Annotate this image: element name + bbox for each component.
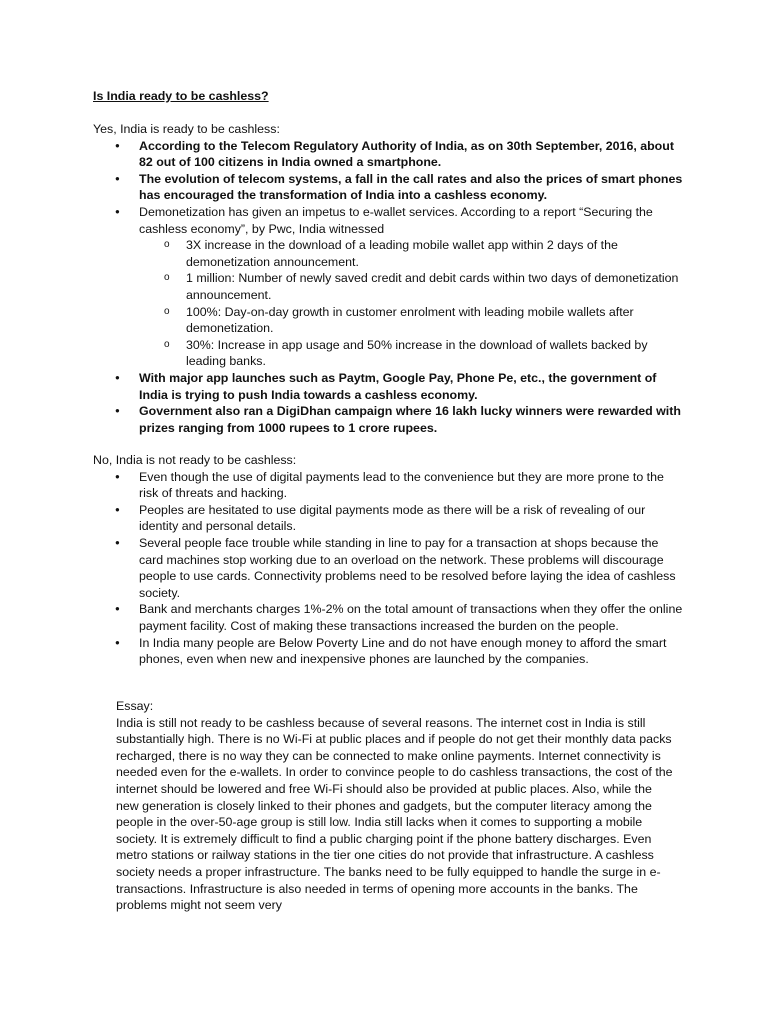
- yes-item-3: [93, 204, 683, 370]
- no-list: [93, 469, 683, 668]
- yes-subitem-2: o 1 million: Number of newly saved credit and debit cards within two days of demonetization announcement.: [139, 270, 683, 303]
- yes-list: [93, 138, 683, 437]
- no-heading: No, India is not ready to be cashless:: [93, 453, 297, 467]
- yes-subitem-1: o 3X increase in the download of a leading mobile wallet app within 2 days of the demonetization announcement.: [139, 237, 683, 270]
- no-item-4: ● Bank and merchants charges 1%-2% on the total amount of transactions when they offer the online payment facility. Cost of making these transactions increased the burden on the people.: [93, 601, 683, 634]
- yes-subitem-4: o 30%: Increase in app usage and 50% increase in the download of wallets backed by leading banks.: [139, 337, 683, 370]
- yes-sublist: [139, 237, 683, 370]
- no-item-1: ● Even though the use of digital payments lead to the convenience but they are more prone to the risk of threats and hacking.: [93, 469, 683, 502]
- essay-label: Essay:: [116, 699, 154, 713]
- yes-item-4: ● With major app launches such as Paytm, Google Pay, Phone Pe, etc., the government of India is trying to push India towards a cashless economy.: [93, 370, 683, 403]
- yes-item-2: ● The evolution of telecom systems, a fall in the call rates and also the prices of smart phones has encouraged the transformation of India into a cashless economy.: [93, 171, 683, 204]
- yes-heading: Yes, India is ready to be cashless:: [93, 122, 280, 136]
- essay-body: India is still not ready to be cashless because of several reasons. The internet cost in India is still substantially high. There is no Wi-Fi at public places and if people do not get their monthly data packs recharged, there is no way they can be connected to make online payments. Internet connectivity is needed even for the e-wallets. In order to convince people to do cashless transactions, the cost of the internet should be lowered and free Wi-Fi should also be provided at public places. Also, while the new generation is closely linked to their phones and gadgets, but the computer literacy among the people in the over-50-age group is still low. India still lacks when it comes to supporting a mobile society. It is extremely difficult to find a public charging point if the phone battery discharges. Even metro stations or railway stations in the tier one cities do not provide that infrastructure. A cashless society needs a proper infrastructure. The banks need to be fully equipped to handle the surge in e-transactions. Infrastructure is also needed in terms of opening more accounts in the banks. The problems might not seem very: [116, 715, 673, 913]
- no-item-2: ● Peoples are hesitated to use digital payments mode as there will be a risk of revealing of our identity and personal details.: [93, 502, 683, 535]
- essay-section: [116, 698, 676, 914]
- yes-subitem-3: o 100%: Day-on-day growth in customer enrolment with leading mobile wallets after demonetization.: [139, 304, 683, 337]
- yes-item-5: ● Government also ran a DigiDhan campaign where 16 lakh lucky winners were rewarded with prizes ranging from 1000 rupees to 1 crore rupees.: [93, 403, 683, 436]
- yes-item-3-text: Demonetization has given an impetus to e-wallet services. According to a report “Securing the cashless economy”, by Pwc, India witnessed: [139, 204, 653, 236]
- page-title: Is India ready to be cashless?: [93, 89, 269, 103]
- no-item-5: ● In India many people are Below Poverty Line and do not have enough money to afford the smart phones, even when new and inexpensive phones are launched by the companies.: [93, 635, 683, 668]
- no-item-3: ● Several people face trouble while standing in line to pay for a transaction at shops because the card machines stop working due to an overload on the network. These problems will discourage people to use cards. Connectivity problems need to be resolved before laying the idea of cashless society.: [93, 535, 683, 601]
- yes-section: [93, 121, 683, 436]
- no-section: [93, 452, 683, 668]
- yes-item-1: ● According to the Telecom Regulatory Authority of India, as on 30th September, 2016, about 82 out of 100 citizens in India owned a smartphone.: [93, 138, 683, 171]
